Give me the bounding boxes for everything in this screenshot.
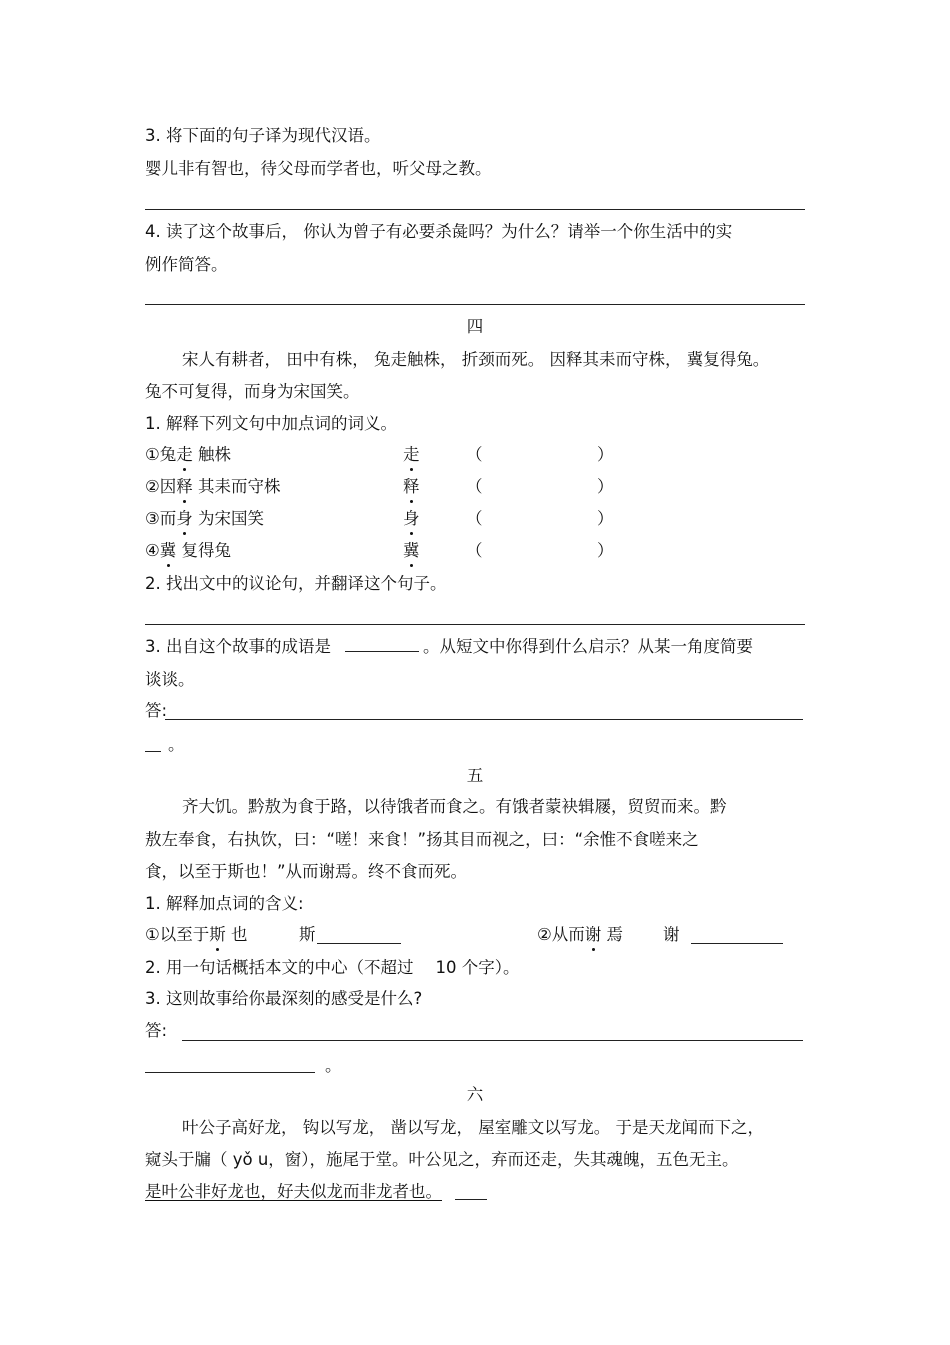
question-3-label: 3. 将下面的句子译为现代汉语。 — [145, 126, 381, 145]
close-paren: ） — [597, 477, 614, 496]
item-suffix: 焉 — [601, 925, 624, 944]
dotted-word: 谢 — [584, 925, 602, 944]
item-prefix: ①兔 — [145, 445, 177, 464]
question-4-line-1: 4. 读了这个故事后， 你认为曾子有必要杀彘吗？为什么？请举一个你生活中的实 — [145, 222, 733, 241]
item-prefix: ④ — [145, 541, 160, 560]
answer-period: 。 — [325, 1056, 342, 1075]
item-suffix: 触株 — [192, 445, 232, 464]
vocab-item — [537, 924, 623, 946]
open-paren: （ — [466, 477, 483, 496]
item-prefix: ①以至于 — [145, 925, 210, 944]
answer-line-end[interactable] — [145, 751, 161, 752]
answer-line[interactable] — [165, 719, 803, 720]
dotted-word: 冀 — [159, 541, 177, 560]
answer-blank[interactable] — [317, 929, 401, 944]
idiom-blank[interactable] — [345, 637, 419, 652]
passage-line: 兔不可复得，而身为宋国笑。 — [145, 382, 360, 401]
answer-label: 答: — [145, 701, 168, 720]
question-3-sentence: 婴儿非有智也，待父母而学者也，听父母之教。 — [145, 159, 492, 178]
question-3-line-1 — [145, 636, 753, 658]
vocab-item — [145, 924, 248, 946]
passage-line: 窥头于牖（ yǒ u，窗），施尾于堂。叶公见之，弃而还走，失其魂魄，五色无主。 — [145, 1150, 739, 1169]
answer-label: 答: — [145, 1021, 168, 1040]
section-heading: 五 — [466, 766, 484, 785]
passage-line: 宋人有耕者， 田中有株， 兔走触株， 折颈而死。 因释其耒而守株， 冀复得兔。 — [182, 350, 770, 369]
open-paren: （ — [466, 541, 483, 560]
question-4-line-2: 例作简答。 — [145, 255, 228, 274]
target-word: 走 — [403, 445, 420, 464]
answer-line[interactable] — [145, 209, 805, 210]
open-paren: （ — [466, 445, 483, 464]
question-1-label: 1. 解释加点词的含义: — [145, 894, 304, 913]
item-prefix: ③而 — [145, 509, 177, 528]
vocab-item — [145, 476, 281, 498]
vocab-item — [145, 508, 264, 530]
section-heading: 六 — [466, 1085, 484, 1104]
underline-tail — [455, 1199, 487, 1200]
target-word: 谢 — [663, 925, 680, 944]
vocab-item — [145, 540, 231, 562]
target-word: 释 — [403, 477, 420, 496]
question-2-label: 2. 找出文中的议论句，并翻译这个句子。 — [145, 574, 447, 593]
item-suffix: 复得兔 — [176, 541, 232, 560]
dotted-word: 走 — [176, 445, 193, 464]
dotted-word: 身 — [176, 509, 193, 528]
answer-line[interactable] — [145, 304, 805, 305]
target-word: 斯 — [299, 925, 316, 944]
dotted-word: 释 — [176, 477, 193, 496]
answer-line-end[interactable] — [145, 1072, 315, 1073]
item-prefix: ②从而 — [537, 925, 585, 944]
question-3-prefix: 3. 出自这个故事的成语是 — [145, 637, 331, 656]
question-1-label: 1. 解释下列文句中加点词的词义。 — [145, 414, 397, 433]
section-heading: 四 — [466, 317, 484, 336]
item-suffix: 也 — [225, 925, 248, 944]
passage-line: 敖左奉食，右执饮，曰：“嗟！来食！”扬其目而视之，曰：“余惟不食嗟来之 — [145, 830, 699, 849]
answer-line[interactable] — [182, 1040, 803, 1041]
close-paren: ） — [597, 509, 614, 528]
close-paren: ） — [597, 541, 614, 560]
question-3-label: 3. 这则故事给你最深刻的感受是什么? — [145, 989, 423, 1008]
target-word: 身 — [403, 509, 420, 528]
underlined-sentence: 是叶公非好龙也，好夫似龙而非龙者也。 — [145, 1182, 442, 1201]
close-paren: ） — [597, 445, 614, 464]
target-word: 冀 — [403, 541, 420, 560]
question-3-suffix: 。从短文中你得到什么启示？从某一角度简要 — [423, 637, 753, 656]
item-suffix: 为宋国笑 — [192, 509, 265, 528]
passage-line: 食，以至于斯也！”从而谢焉。终不食而死。 — [145, 862, 468, 881]
answer-line[interactable] — [145, 624, 805, 625]
item-suffix: 其耒而守株 — [192, 477, 281, 496]
answer-period: 。 — [168, 735, 185, 754]
item-prefix: ②因 — [145, 477, 177, 496]
passage-line: 叶公子高好龙， 钩以写龙， 凿以写龙， 屋室雕文以写龙。 于是天龙闻而下之， — [182, 1118, 764, 1137]
answer-blank[interactable] — [691, 929, 783, 944]
vocab-item — [145, 444, 231, 466]
dotted-word: 斯 — [209, 925, 226, 944]
open-paren: （ — [466, 509, 483, 528]
passage-line: 齐大饥。黔敖为食于路，以待饿者而食之。有饿者蒙袂辑屦，贸贸而来。黔 — [182, 797, 727, 816]
question-3-line-2: 谈谈。 — [145, 670, 195, 689]
question-2-label: 2. 用一句话概括本文的中心（不超过 10 个字）。 — [145, 958, 520, 977]
